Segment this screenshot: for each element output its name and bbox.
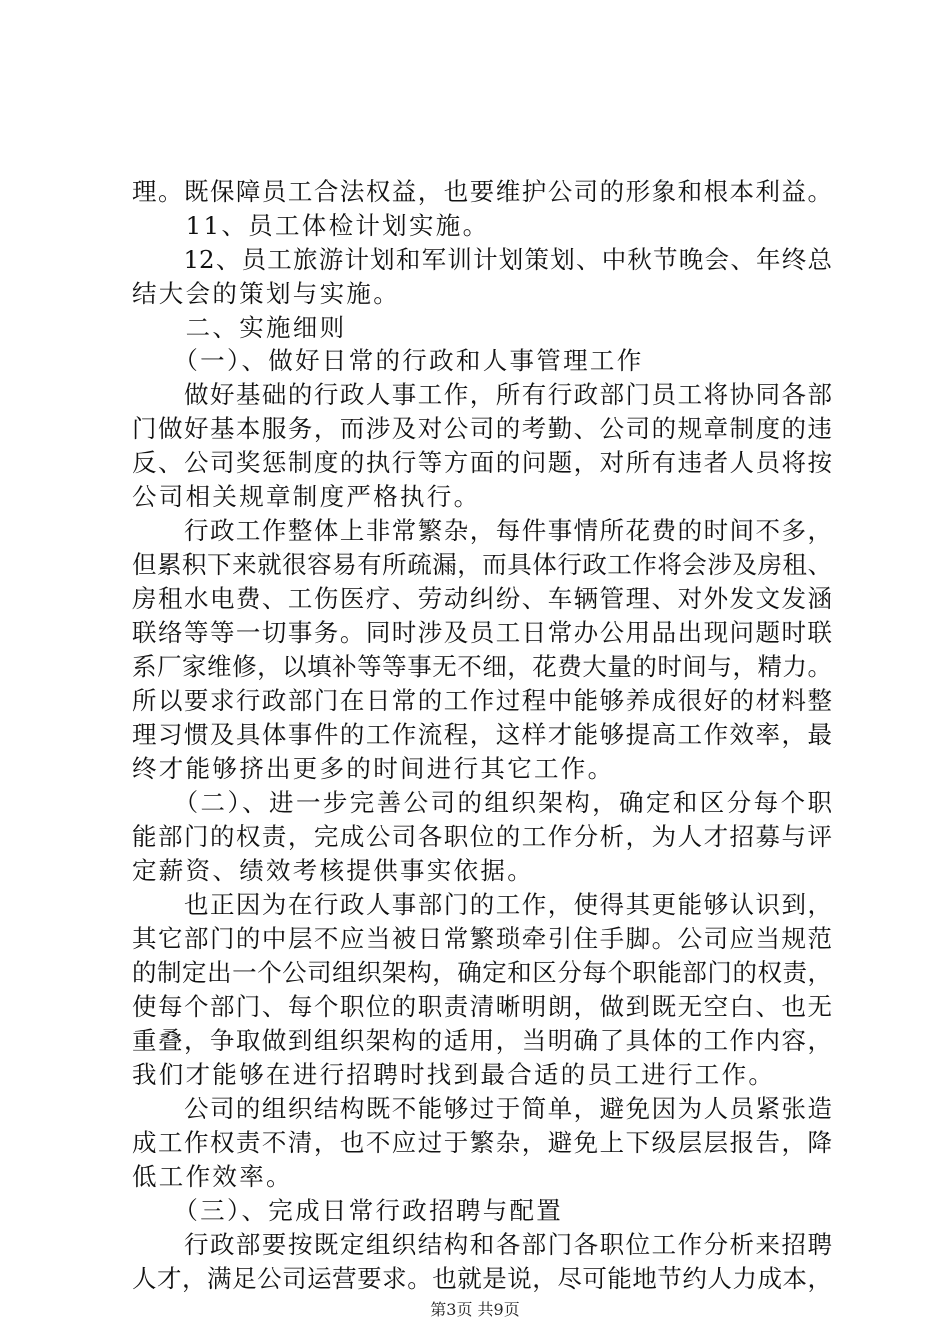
text-line: 行政部要按既定组织结构和各部门各职位工作分析来招聘 <box>132 1230 832 1259</box>
text-line: 使每个部门、每个职位的职责清晰明朗，做到既无空白、也无 <box>132 992 832 1021</box>
text-line: 其它部门的中层不应当被日常繁琐牵引住手脚。公司应当规范 <box>132 924 832 953</box>
text-line: 所以要求行政部门在日常的工作过程中能够养成很好的材料整 <box>132 686 832 715</box>
text-line: 公司的组织结构既不能够过于简单，避免因为人员紧张造 <box>132 1094 832 1123</box>
subsection-heading: （三）、完成日常行政招聘与配置 <box>132 1196 564 1225</box>
text-line: 能部门的权责，完成公司各职位的工作分析，为人才招募与评 <box>132 822 832 851</box>
text-line: 重叠，争取做到组织架构的适用，当明确了具体的工作内容， <box>132 1026 832 1055</box>
text-line: 终才能够挤出更多的时间进行其它工作。 <box>132 754 615 783</box>
text-line: 但累积下来就很容易有所疏漏，而具体行政工作将会涉及房租、 <box>132 550 832 579</box>
text-line: 理。既保障员工合法权益，也要维护公司的形象和根本利益。 <box>132 177 832 206</box>
text-line: 的制定出一个公司组织架构，确定和区分每个职能部门的权责， <box>132 958 832 987</box>
text-line: 门做好基本服务，而涉及对公司的考勤、公司的规章制度的违 <box>132 414 832 443</box>
text-line: 反、公司奖惩制度的执行等方面的问题，对所有违者人员将按 <box>132 448 832 477</box>
text-line: 系厂家维修，以填补等等事无不细，花费大量的时间与，精力。 <box>132 652 832 681</box>
text-line: 公司相关规章制度严格执行。 <box>132 482 481 511</box>
text-line: 定薪资、绩效考核提供事实依据。 <box>132 856 534 885</box>
text-line: 也正因为在行政人事部门的工作，使得其更能够认识到， <box>132 890 832 919</box>
text-line: 人才，满足公司运营要求。也就是说，尽可能地节约人力成本， <box>132 1264 832 1293</box>
text-line: 联络等等一切事务。同时涉及员工日常办公用品出现问题时联 <box>132 618 832 647</box>
section-heading: 二、实施细则 <box>132 313 347 342</box>
subsection-heading: （二）、进一步完善公司的组织架构，确定和区分每个职 <box>132 788 832 817</box>
text-line: 理习惯及具体事件的工作流程，这样才能够提高工作效率，最 <box>132 720 832 749</box>
text-line: 成工作权责不清，也不应过于繁杂，避免上下级层层报告，降 <box>132 1128 832 1157</box>
subsection-heading: （一）、做好日常的行政和人事管理工作 <box>132 346 644 375</box>
text-line: 做好基础的行政人事工作，所有行政部门员工将协同各部 <box>132 380 832 409</box>
text-line: 12、员工旅游计划和军训计划策划、中秋节晚会、年终总 <box>132 245 832 274</box>
text-line: 11、员工体检计划实施。 <box>132 211 490 240</box>
text-line: 房租水电费、工伤医疗、劳动纠纷、车辆管理、对外发文发涵 <box>132 584 832 613</box>
text-line: 结大会的策划与实施。 <box>132 279 400 308</box>
text-line: 行政工作整体上非常繁杂，每件事情所花费的时间不多， <box>132 516 832 545</box>
page-footer: 第3页 共9页 <box>430 1300 520 1319</box>
text-line: 我们才能够在进行招聘时找到最合适的员工进行工作。 <box>132 1060 776 1089</box>
text-line: 低工作效率。 <box>132 1162 293 1191</box>
